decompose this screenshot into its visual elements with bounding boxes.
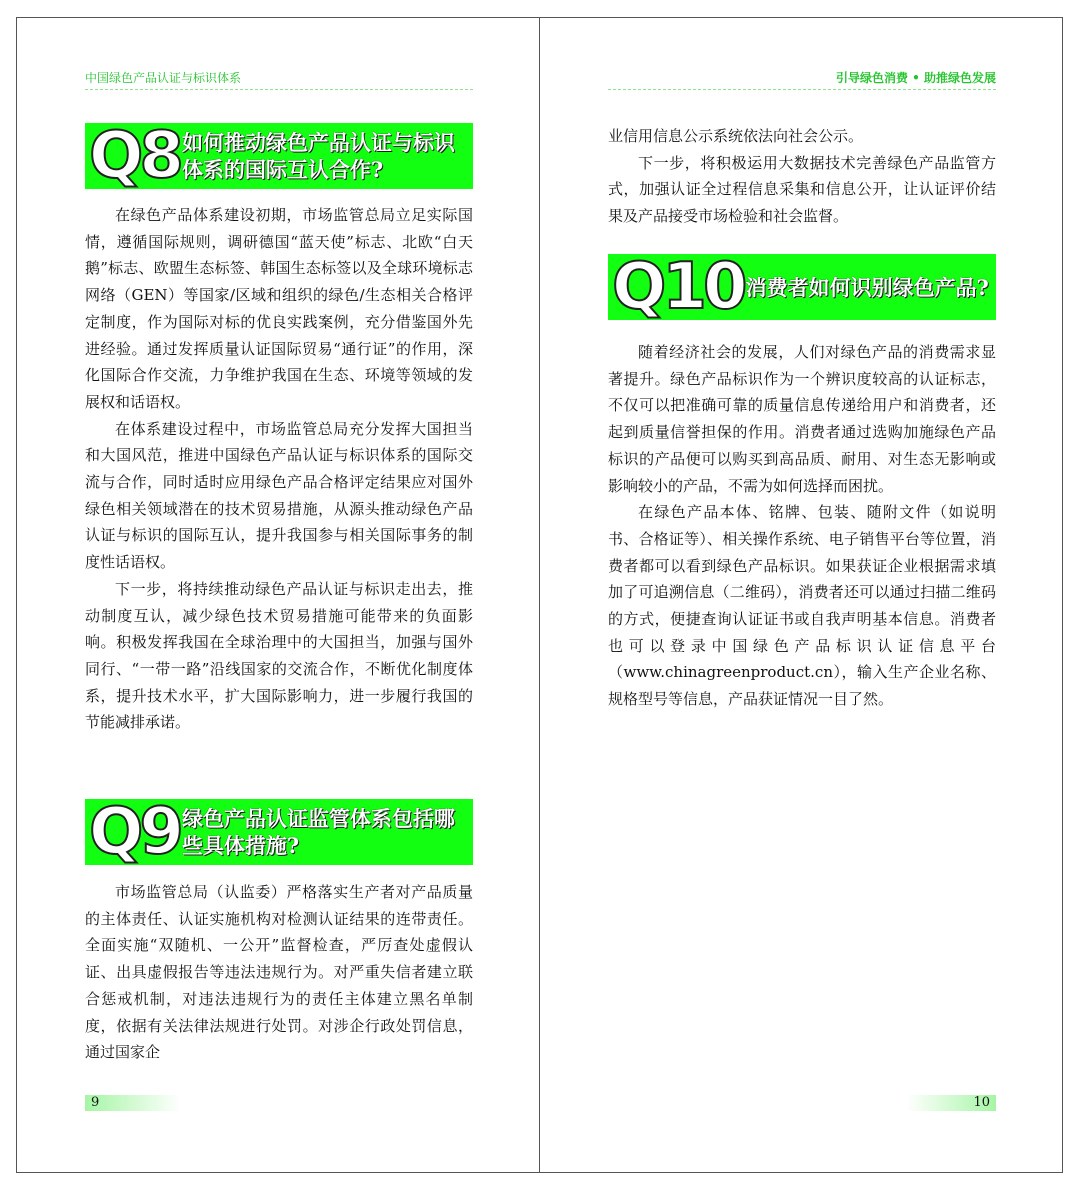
q10-answer xyxy=(608,339,996,713)
paragraph: 市场监管总局（认监委）严格落实生产者对产品质量的主体责任、认证实施机构对检测认证结果的连带责任。全面实施“双随机、一公开”监督检查，严厉查处虚假认证、出具虚假报告等违法违规行为。对严重失信者建立联合惩戒机制，对违法违规行为的责任主体建立黑名单制度，依据有关法律法规进行处罚。对涉企行政处罚信息，通过国家企 xyxy=(85,883,473,1062)
question-number: Q8 xyxy=(89,119,180,193)
question-heading-q8 xyxy=(85,119,473,193)
page-gutter xyxy=(539,17,540,1173)
left-page xyxy=(85,17,473,1173)
question-heading-q10 xyxy=(608,250,996,324)
question-number: Q10 xyxy=(612,250,744,324)
paragraph: 在绿色产品本体、铭牌、包装、随附文件（如说明书、合格证等）、相关操作系统、电子销售平台等位置，消费者都可以看到绿色产品标识。如果获证企业根据需求填加了可追溯信息（二维码），消费者还可以通过扫描二维码的方式，便捷查询认证证书或自我声明基本信息。消费者也可以登录中国绿色产品标识认证信息平台（www.chinagreenproduct.cn），输入生产企业名称、规格型号等信息，产品获证情况一目了然。 xyxy=(608,503,996,709)
question-title: 消费者如何识别绿色产品? xyxy=(745,274,989,300)
paragraph: 随着经济社会的发展，人们对绿色产品的消费需求显著提升。绿色产品标识作为一个辨识度较高的认证标志，不仅可以把准确可靠的质量信息传递给用户和消费者，还起到质量信誉担保的作用。消费者通过选购加施绿色产品标识的产品便可以购买到高品质、耐用、对生态无影响或影响较小的产品，不需为如何选择而困扰。 xyxy=(608,343,996,495)
question-number: Q9 xyxy=(89,795,180,869)
page-number: 9 xyxy=(85,1095,181,1111)
paragraph: 在体系建设过程中，市场监管总局充分发挥大国担当和大国风范，推进中国绿色产品认证与标识体系的国际交流与合作，同时适时应用绿色产品合格评定结果应对国外绿色相关领域潜在的技术贸易措施，从源头推动绿色产品认证与标识的国际互认，提升我国参与相关国际事务的制度性话语权。 xyxy=(85,419,473,572)
running-head-left: 中国绿色产品认证与标识体系 xyxy=(85,69,473,90)
paragraph: 在绿色产品体系建设初期，市场监管总局立足实际国情，遵循国际规则，调研德国“蓝天使”标志、北欧“白天鹅”标志、欧盟生态标签、韩国生态标签以及全球环境标志网络（GEN）等国家/区域和组织的绿色/生态相关合格评定制度，作为国际对标的优良实践案例，充分借鉴国外先进经验。通过发挥质量认证国际贸易“通行证”的作用，深化国际合作交流，力争维护我国在生态、环境等领域的发展权和话语权。 xyxy=(85,206,473,411)
running-head-right: 引导绿色消费 • 助推绿色发展 xyxy=(608,69,996,90)
question-heading-q9 xyxy=(85,795,473,869)
question-title: 绿色产品认证监管体系包括哪些具体措施? xyxy=(181,806,455,858)
paragraph: 下一步，将持续推动绿色产品认证与标识走出去，推动制度互认，减少绿色技术贸易措施可能带来的负面影响。积极发挥我国在全球治理中的大国担当，加强与国外同行、“一带一路”沿线国家的交流合作，不断优化制度体系，提升技术水平，扩大国际影响力，进一步履行我国的节能减排承诺。 xyxy=(85,579,473,732)
page-number: 10 xyxy=(906,1095,996,1111)
q9-answer-continued xyxy=(608,123,996,230)
right-page xyxy=(608,17,996,1173)
q8-answer xyxy=(85,202,473,736)
paragraph: 下一步，将积极运用大数据技术完善绿色产品监管方式，加强认证全过程信息采集和信息公开，让认证评价结果及产品接受市场检验和社会监督。 xyxy=(608,153,996,226)
question-title: 如何推动绿色产品认证与标识体系的国际互认合作? xyxy=(181,130,455,182)
q9-answer xyxy=(85,879,473,1066)
paragraph: 业信用信息公示系统依法向社会公示。 xyxy=(608,127,864,145)
